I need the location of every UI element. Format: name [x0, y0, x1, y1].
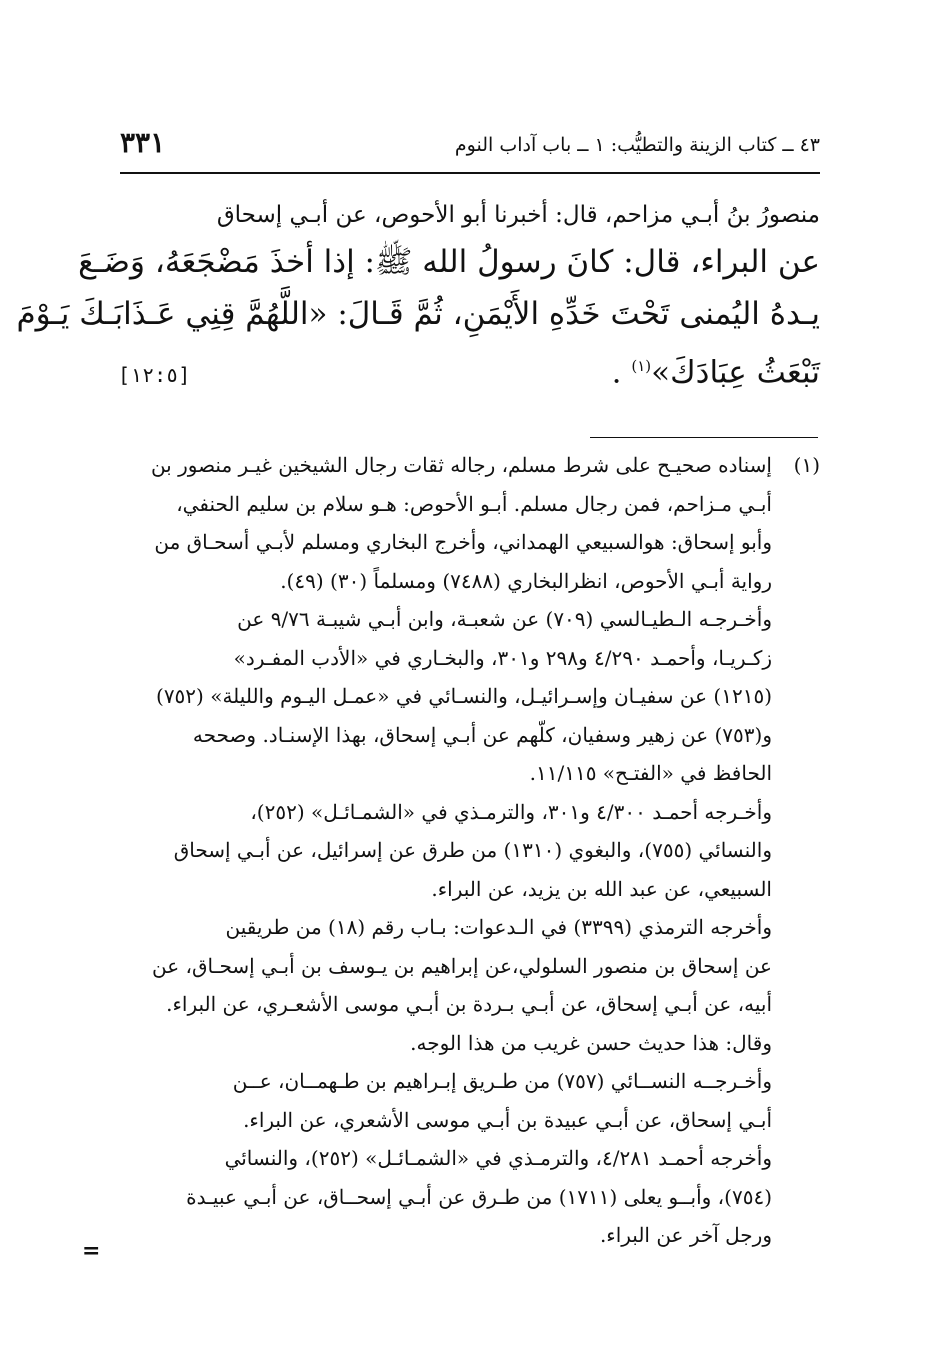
footnote-line: وأخرجه أحمـد ٤/٢٨١، والترمـذي في «الشمـائـل» (٢٥٢)، والنسائي: [224, 1146, 772, 1170]
header-rule: [120, 172, 820, 174]
chapter-title: ٤٣ ــ كتاب الزينة والتطيُّب: ١ ــ باب آداب النوم: [454, 134, 820, 156]
footnotes: [118, 446, 820, 1255]
footnote-line: (١٢١٥) عن سفيـان وإسـرائيـل، والنسـائي في «عمـل اليـوم والليلة» (٧٥٢): [156, 684, 772, 708]
footnote-line: وأبو إسحاق: هوالسبيعي الهمداني، وأخرج البخاري ومسلم لأبـي أسحـاق من: [154, 530, 772, 554]
footnote-rule: [590, 437, 818, 438]
footnote-line: وأخـرجـه الـطيـالسي (٧٠٩) عن شعبـة، وابن أبـي شيبـة ٩/٧٦ عن: [237, 607, 772, 631]
matn-line: يـدهُ اليُمنى تَحْتَ خَدِّهِ الأَيْمَنِ، ثُمَّ قَـالَ: «اللَّهُمَّ قِنِي عَـذَابَـكَ يَـوْمَ: [16, 296, 820, 332]
footnote-line: [118, 446, 820, 485]
footnote-line: زكـريـا، وأحمـد ٤/٢٩٠ و٢٩٨ و٣٠١، والبخـاري في «الأدب المفـرد»: [233, 645, 772, 670]
footnote-line: وأخـرجه أحمـد ٤/٣٠٠ و٣٠١، والترمـذي في «الشمـائـل» (٢٥٢)،: [250, 799, 772, 824]
footnote-line: الحافظ في «الفتـح» ١١/١١٥.: [529, 761, 772, 785]
matn-closing: [612, 340, 820, 398]
running-head: [120, 126, 820, 166]
footnote-line: ورجل آخر عن البراء.: [599, 1223, 772, 1247]
footnote-line: وقال: هذا حديث حسن غريب من هذا الوجه.: [410, 1030, 772, 1055]
footnote-line: أبـي إسحاق، عن أبـي عبيدة بن أبـي موسى الأشعري، عن البراء.: [243, 1107, 772, 1132]
footnote-line: أبيه، عن أبـي إسحاق، عن أبـي بـردة بن أبـي موسى الأشعـري، عن البراء.: [166, 992, 772, 1016]
matn-line: عن البراء، قال: كانَ رسولُ الله ﷺ: إذا أخذَ مَضْجَعَهُ، وَضَـعَ: [78, 244, 820, 280]
footnote-line: (٧٥٤)، وأبــو يعلى (١٧١١) من طـرق عن أبـي إسحــاق، عن أبـي عبيـدة: [186, 1184, 772, 1209]
footnote-text: إسناده صحيـح على شرط مسلم، رجاله ثقات رجال الشيخين غيـر منصور بن: [150, 453, 772, 477]
hadith-text: [16, 194, 820, 401]
footnote-reference: (١): [631, 357, 652, 375]
footnote-line: عن إسحاق بن منصور السلولي،عن إبراهيم بن يـوسف بن أبـي إسحـاق، عن: [152, 953, 772, 978]
hadith-number-ref: [١٢:٥]: [118, 363, 191, 388]
page-number: ٣٣١: [120, 126, 166, 159]
footnote-line: وأخرجه الترمذي (٣٣٩٩) في الـدعوات: بـاب رقم (١٨) من طريقين: [225, 915, 772, 939]
footnote-line: والنسائي (٧٥٥)، والبغوي (١٣١٠) من طرق عن إسرائيل، عن أبـي إسحاق: [173, 838, 772, 862]
footnote-line: و(٧٥٣) عن زهير وسفيان، كلّهم عن أبـي إسحاق، بهذا الإسنـاد. وصححه: [192, 722, 772, 747]
continuation-mark: =: [82, 1238, 101, 1264]
matn-line: تَبْعَثُ عِبَادَكَ»: [651, 354, 820, 391]
footnote-line: وأخـرجــه النســائي (٧٥٧) من طـريق إبـراهيم بن طـهمــان، عــن: [232, 1069, 772, 1093]
footnote-line: رواية أبـي الأحوص، انظرالبخاري (٧٤٨٨) ومسلماً (٣٠) (٤٩).: [280, 568, 772, 593]
footnote-marker: (١): [793, 453, 820, 477]
footnote-line: السبيعي، عن عبد الله بن يزيد، عن البراء.: [431, 876, 772, 901]
footnote-line: أبـي مـزاحم، فمن رجال مسلم. أبـو الأحوص: هـو سلام بن سليم الحنفي،: [176, 491, 772, 516]
end-punctuation: .: [611, 354, 622, 391]
isnad-line: منصورُ بنُ أبـي مزاحم، قال: أخبرنا أبو الأحوص، عن أبـي إسحاق: [216, 202, 820, 228]
matn-last-line: [118, 340, 820, 401]
